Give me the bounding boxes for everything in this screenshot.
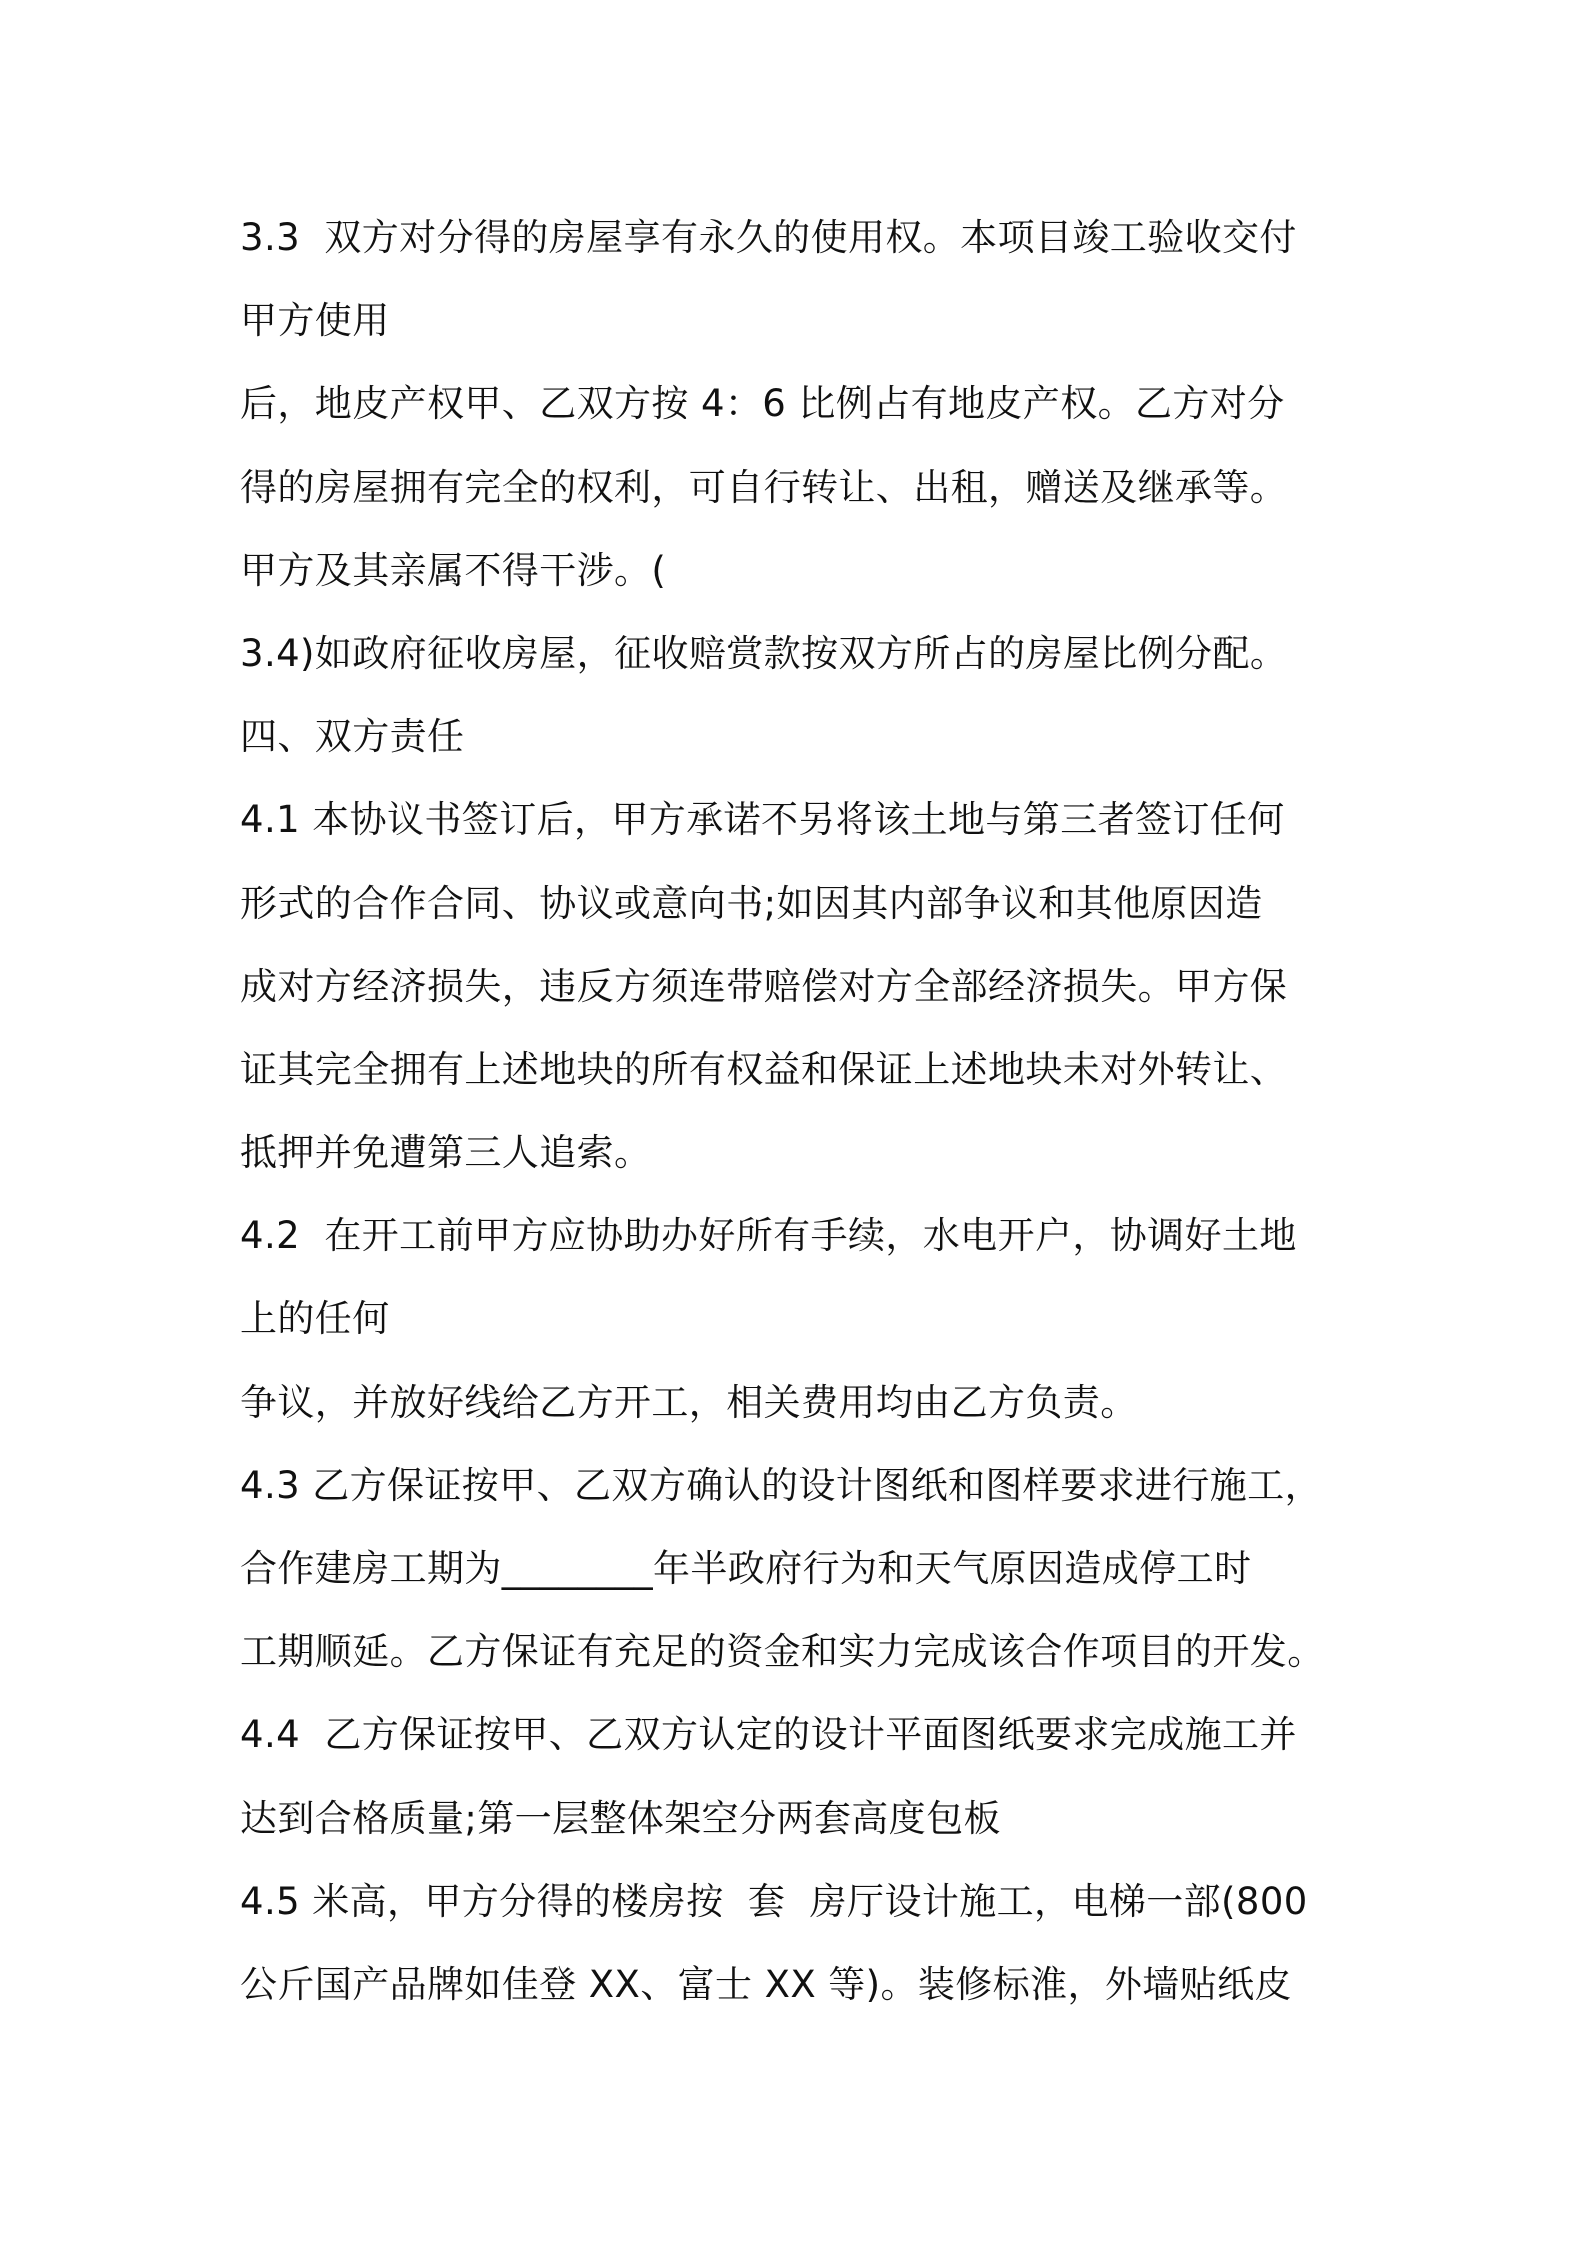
document-body [240,196,1370,2026]
text-line: 抵押并免遭第三人追索。 [240,1131,652,1175]
text-line: 争议，并放好线给乙方开工，相关费用均由乙方负责。 [240,1380,1138,1424]
text-line: 甲方使用 [240,299,390,343]
text-line: 得的房屋拥有完全的权利，可自行转让、出租，赠送及继承等。 [240,465,1288,509]
section-heading: 四、双方责任 [240,715,465,759]
text-line: 成对方经济损失，违反方须连带赔偿对方全部经济损失。甲方保 [240,964,1288,1008]
text-line: 工期顺延。乙方保证有充足的资金和实力完成该合作项目的开发。 [240,1630,1325,1674]
text-line: 后，地皮产权甲、乙双方按 4：6 比例占有地皮产权。乙方对分 [240,382,1285,426]
text-line: 合作建房工期为________年半政府行为和天气原因造成停工时 [240,1547,1252,1590]
text-line: 3.4)如政府征收房屋，征收赔赏款按双方所占的房屋比例分配。 [240,631,1288,675]
text-line: 公斤国产品牌如佳登 XX、富士 XX 等)。装修标淮，外墙贴纸皮 [240,1962,1292,2006]
text-line: 甲方及其亲属不得干涉。( [240,548,667,592]
text-line: 4.4 乙方保证按甲、乙双方认定的设计平面图纸要求完成施工并 [240,1713,1297,1757]
text-line: 证其完全拥有上述地块的所有权益和保证上述地块未对外转让、 [240,1047,1288,1091]
text-line: 4.1 本协议书签订后，甲方承诺不另将该土地与第三者签订任何 [240,798,1285,842]
text-line: 上的任何 [240,1297,390,1341]
text-line: 3.3 双方对分得的房屋享有永久的使用权。本项目竣工验收交付 [240,216,1297,259]
text-line: 4.2 在开工前甲方应协助办好所有手续，水电开户，协调好土地 [240,1214,1297,1258]
text-line: 达到合格质量;第一层整体架空分两套高度包板 [240,1796,1001,1840]
text-line: 4.3 乙方保证按甲、乙双方确认的设计图纸和图样要求进行施工， [240,1463,1323,1507]
text-line: 形式的合作合同、协议或意向书;如因其内部争议和其他原因造 [240,881,1263,925]
text-line: 4.5 米高，甲方分得的楼房按 套 房厅设计施工，电梯一部(800 [240,1879,1308,1923]
